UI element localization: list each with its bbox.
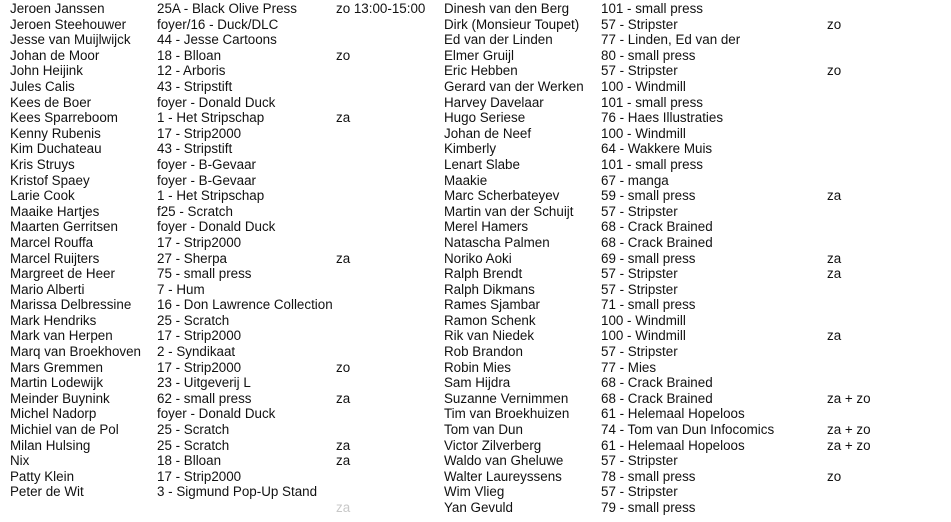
artist-name: Ramon Schenk xyxy=(444,312,536,328)
artist-name: Victor Zilverberg xyxy=(444,437,542,453)
artist-name: Jules Calis xyxy=(10,78,75,94)
table-row xyxy=(444,282,944,298)
table-row xyxy=(444,469,944,485)
day-label: za xyxy=(336,500,351,515)
artist-name: Dirk (Monsieur Toupet) xyxy=(444,16,580,32)
table-row xyxy=(444,32,944,48)
stand-label: 100 - Windmill xyxy=(601,78,686,94)
stand-label: 7 - Hum xyxy=(157,281,205,297)
day-label: zo xyxy=(336,47,351,63)
artist-name: Yan Gevuld xyxy=(444,500,513,515)
stand-label: 17 - Strip2000 xyxy=(157,468,242,484)
table-row xyxy=(444,63,944,79)
artist-name: Jeroen Steehouwer xyxy=(10,16,127,32)
table-row xyxy=(10,328,430,344)
artist-name: Marq van Broekhoven xyxy=(10,344,142,360)
day-label: za + zo xyxy=(827,390,871,406)
table-row xyxy=(444,438,944,454)
table-row xyxy=(444,141,944,157)
stand-label: 74 - Tom van Dun Infocomics xyxy=(601,422,775,438)
artist-name: Marc Scherbateyev xyxy=(444,188,560,204)
artist-name: Elmer Gruijl xyxy=(444,47,514,63)
artist-name: Margreet de Heer xyxy=(10,266,115,282)
table-row xyxy=(10,188,430,204)
stand-label: 101 - small press xyxy=(601,1,703,16)
stand-label: 62 - small press xyxy=(157,390,252,406)
table-row xyxy=(444,297,944,313)
artist-name: John Heijink xyxy=(10,63,83,79)
stand-label: 18 - Blloan xyxy=(157,47,222,63)
table-row xyxy=(10,204,430,220)
artist-name: Kris Struys xyxy=(10,156,75,172)
stand-label: 71 - small press xyxy=(601,297,696,313)
artist-name: Kim Duchateau xyxy=(10,141,102,157)
table-row xyxy=(10,95,430,111)
day-label: zo 13:00-15:00 xyxy=(336,1,426,16)
table-row xyxy=(10,157,430,173)
stand-label: 101 - small press xyxy=(601,94,703,110)
artist-name: Kees Sparreboom xyxy=(10,110,118,126)
table-row xyxy=(444,79,944,95)
stand-label: 17 - Strip2000 xyxy=(157,328,242,344)
table-row xyxy=(444,266,944,282)
stand-label: 17 - Strip2000 xyxy=(157,234,242,250)
day-label: za xyxy=(336,437,351,453)
stand-label: 25 - Scratch xyxy=(157,312,230,328)
stand-label: foyer - B-Gevaar xyxy=(157,156,256,172)
table-row xyxy=(10,173,430,189)
artist-name: Kenny Rubenis xyxy=(10,125,101,141)
stand-label: 3 - Sigmund Pop-Up Stand xyxy=(157,484,318,500)
stand-label: 1 - Het Stripschap xyxy=(157,188,265,204)
stand-label: foyer - Donald Duck xyxy=(157,94,276,110)
artist-name: Lenart Slabe xyxy=(444,156,520,172)
table-row xyxy=(10,484,430,500)
artist-name: Ralph Dikmans xyxy=(444,281,535,297)
stand-label: 100 - Windmill xyxy=(601,312,686,328)
day-label: zo xyxy=(827,16,842,32)
artist-name: Michiel van de Pol xyxy=(10,422,119,438)
table-row xyxy=(10,266,430,282)
artist-name: Tim van Broekhuizen xyxy=(444,406,570,422)
artist-name: Ralph Brendt xyxy=(444,266,523,282)
table-row xyxy=(10,251,430,267)
table-row xyxy=(10,32,430,48)
table-row xyxy=(444,360,944,376)
table-row xyxy=(10,453,430,469)
artist-name: Larie Cook xyxy=(10,188,75,204)
table-row xyxy=(10,282,430,298)
artist-name: Wim Vlieg xyxy=(444,484,505,500)
stand-label: foyer - B-Gevaar xyxy=(157,172,256,188)
artist-name: Robin Mies xyxy=(444,359,511,375)
table-row xyxy=(10,110,430,126)
table-row xyxy=(10,375,430,391)
stand-label: 43 - Stripstift xyxy=(157,141,233,157)
artist-name: Johan de Moor xyxy=(10,47,100,63)
day-label: zo xyxy=(336,359,351,375)
stand-label: 57 - Stripster xyxy=(601,453,678,469)
artist-name: Marcel Rouffa xyxy=(10,234,94,250)
table-row xyxy=(10,17,430,33)
table-row xyxy=(10,235,430,251)
stand-label: 68 - Crack Brained xyxy=(601,234,713,250)
artist-name: Johan de Neef xyxy=(444,125,532,141)
stand-label: 100 - Windmill xyxy=(601,328,686,344)
artist-name: Natascha Palmen xyxy=(444,234,550,250)
stand-label: f25 - Scratch xyxy=(157,203,233,219)
artist-name: Noriko Aoki xyxy=(444,250,512,266)
stand-label: 75 - small press xyxy=(157,266,252,282)
stand-label: 64 - Wakkere Muis xyxy=(601,141,713,157)
stand-label: 17 - Strip2000 xyxy=(157,125,242,141)
stand-label: 44 - Jesse Cartoons xyxy=(157,32,277,48)
table-row xyxy=(444,453,944,469)
day-label: za xyxy=(336,390,351,406)
stand-label: 27 - Sherpa xyxy=(157,250,227,266)
artist-name: Waldo van Gheluwe xyxy=(444,453,564,469)
stand-label: 57 - Stripster xyxy=(601,16,678,32)
table-row xyxy=(10,422,430,438)
table-row xyxy=(10,500,430,516)
artist-name: Michel Nadorp xyxy=(10,406,97,422)
day-label: zo xyxy=(827,63,842,79)
artist-name: Tom van Dun xyxy=(444,422,523,438)
table-row xyxy=(10,1,430,17)
artist-name: Mark Hendriks xyxy=(10,312,97,328)
table-row xyxy=(444,157,944,173)
table-row xyxy=(444,48,944,64)
day-label: za xyxy=(827,188,842,204)
stand-label: foyer/16 - Duck/DLC xyxy=(157,16,279,32)
artist-name: Mars Gremmen xyxy=(10,359,104,375)
day-label: za xyxy=(827,250,842,266)
day-label: za xyxy=(336,110,351,126)
table-row xyxy=(10,406,430,422)
stand-label: 25 - Scratch xyxy=(157,422,230,438)
table-row xyxy=(444,95,944,111)
table-row xyxy=(444,484,944,500)
stand-label: 43 - Stripstift xyxy=(157,78,233,94)
stand-label: 67 - manga xyxy=(601,172,669,188)
artist-name: Sam Hijdra xyxy=(444,375,511,391)
artist-name: Marcel Ruijters xyxy=(10,250,100,266)
table-row xyxy=(444,313,944,329)
artist-name: Meinder Buynink xyxy=(10,390,110,406)
stand-label: 1 - Het Stripschap xyxy=(157,110,265,126)
artist-name: Mario Alberti xyxy=(10,281,85,297)
stand-label: 57 - Stripster xyxy=(601,344,678,360)
artist-name: Maaike Hartjes xyxy=(10,203,100,219)
stand-label: 100 - Windmill xyxy=(601,125,686,141)
artist-name: Kristof Spaey xyxy=(10,172,90,188)
table-row xyxy=(10,48,430,64)
stand-label: foyer - Donald Duck xyxy=(157,219,276,235)
artist-name: Harvey Davelaar xyxy=(444,94,544,110)
artist-name: Jesse van Muijlwijck xyxy=(10,32,131,48)
table-row xyxy=(444,500,944,516)
day-label: za xyxy=(336,453,351,469)
artist-name: Hugo Seriese xyxy=(444,110,526,126)
stand-label: 57 - Stripster xyxy=(601,281,678,297)
table-row xyxy=(444,17,944,33)
stand-label: 23 - Uitgeverij L xyxy=(157,375,251,391)
table-row xyxy=(444,235,944,251)
artist-name: Rames Sjambar xyxy=(444,297,540,313)
table-row xyxy=(10,313,430,329)
stand-label: 78 - small press xyxy=(601,468,696,484)
artist-name: Peter de Wit xyxy=(10,484,84,500)
table-row xyxy=(444,188,944,204)
stand-label: 18 - Blloan xyxy=(157,453,222,469)
day-label: za xyxy=(336,250,351,266)
stand-label: 61 - Helemaal Hopeloos xyxy=(601,406,745,422)
stand-label: 57 - Stripster xyxy=(601,203,678,219)
table-row xyxy=(10,141,430,157)
artist-name: Milan Hulsing xyxy=(10,437,91,453)
stand-label: 77 - Mies xyxy=(601,359,657,375)
artist-name: Nix xyxy=(10,453,30,469)
artist-name: Gerard van der Werken xyxy=(444,78,584,94)
artist-name: Kimberly xyxy=(444,141,497,157)
stand-label: 68 - Crack Brained xyxy=(601,390,713,406)
table-row xyxy=(10,391,430,407)
table-row xyxy=(444,406,944,422)
artist-name: Suzanne Vernimmen xyxy=(444,390,569,406)
table-row xyxy=(444,110,944,126)
stand-label: 69 - small press xyxy=(601,250,696,266)
artist-name: Eric Hebben xyxy=(444,63,518,79)
stand-label: 68 - Crack Brained xyxy=(601,375,713,391)
stand-label: 25A - Black Olive Press xyxy=(157,1,297,16)
table-row xyxy=(444,391,944,407)
stand-label: 79 - small press xyxy=(601,500,696,515)
stand-label: 59 - small press xyxy=(601,188,696,204)
artist-name: Rik van Niedek xyxy=(444,328,535,344)
table-row xyxy=(10,126,430,142)
artist-name: Walter Laureyssens xyxy=(444,468,562,484)
stand-label: 2 - Syndikaat xyxy=(157,344,236,360)
artist-name: Martin Lodewijk xyxy=(10,375,104,391)
table-row xyxy=(444,219,944,235)
day-label: za + zo xyxy=(827,437,871,453)
artist-name: Ed van der Linden xyxy=(444,32,553,48)
left-column xyxy=(10,1,430,516)
table-row xyxy=(444,173,944,189)
stand-label: 12 - Arboris xyxy=(157,63,226,79)
table-row xyxy=(444,422,944,438)
table-row xyxy=(444,1,944,17)
table-row xyxy=(444,251,944,267)
stand-label: 101 - small press xyxy=(601,156,703,172)
table-row xyxy=(444,328,944,344)
table-row xyxy=(444,126,944,142)
stand-label: 76 - Haes Illustraties xyxy=(601,110,724,126)
table-row xyxy=(444,344,944,360)
artist-name: Mark van Herpen xyxy=(10,328,113,344)
artist-name: Dinesh van den Berg xyxy=(444,1,570,16)
table-row xyxy=(10,79,430,95)
artist-name: Maarten Gerritsen xyxy=(10,219,118,235)
day-label: zo xyxy=(827,468,842,484)
table-row xyxy=(10,63,430,79)
stand-label: 68 - Crack Brained xyxy=(601,219,713,235)
artist-name: Rob Brandon xyxy=(444,344,523,360)
table-row xyxy=(10,360,430,376)
stand-label: 57 - Stripster xyxy=(601,63,678,79)
artist-name: Kees de Boer xyxy=(10,94,92,110)
artist-name: Merel Hamers xyxy=(444,219,529,235)
stand-label: 17 - Strip2000 xyxy=(157,359,242,375)
day-label: za xyxy=(827,266,842,282)
artist-name: Maakie xyxy=(444,172,488,188)
table-row xyxy=(10,344,430,360)
artist-name: Patty Klein xyxy=(10,468,75,484)
stand-label: 57 - Stripster xyxy=(601,484,678,500)
day-label: za xyxy=(827,328,842,344)
artist-name: Marissa Delbressine xyxy=(10,297,132,313)
table-row xyxy=(444,204,944,220)
stand-label: 57 - Stripster xyxy=(601,266,678,282)
table-row xyxy=(10,469,430,485)
table-row xyxy=(444,375,944,391)
table-row xyxy=(10,438,430,454)
stand-label: 80 - small press xyxy=(601,47,696,63)
artist-name: Martin van der Schuijt xyxy=(444,203,574,219)
stand-label: 61 - Helemaal Hopeloos xyxy=(601,437,745,453)
stand-label: 25 - Scratch xyxy=(157,437,230,453)
stand-label: 16 - Don Lawrence Collection xyxy=(157,297,333,313)
artist-name: Jeroen Janssen xyxy=(10,1,105,16)
day-label: za + zo xyxy=(827,422,871,438)
table-row xyxy=(10,219,430,235)
stand-label: foyer - Donald Duck xyxy=(157,406,276,422)
right-column xyxy=(444,1,944,516)
stand-label: 77 - Linden, Ed van der xyxy=(601,32,741,48)
table-row xyxy=(10,297,430,313)
